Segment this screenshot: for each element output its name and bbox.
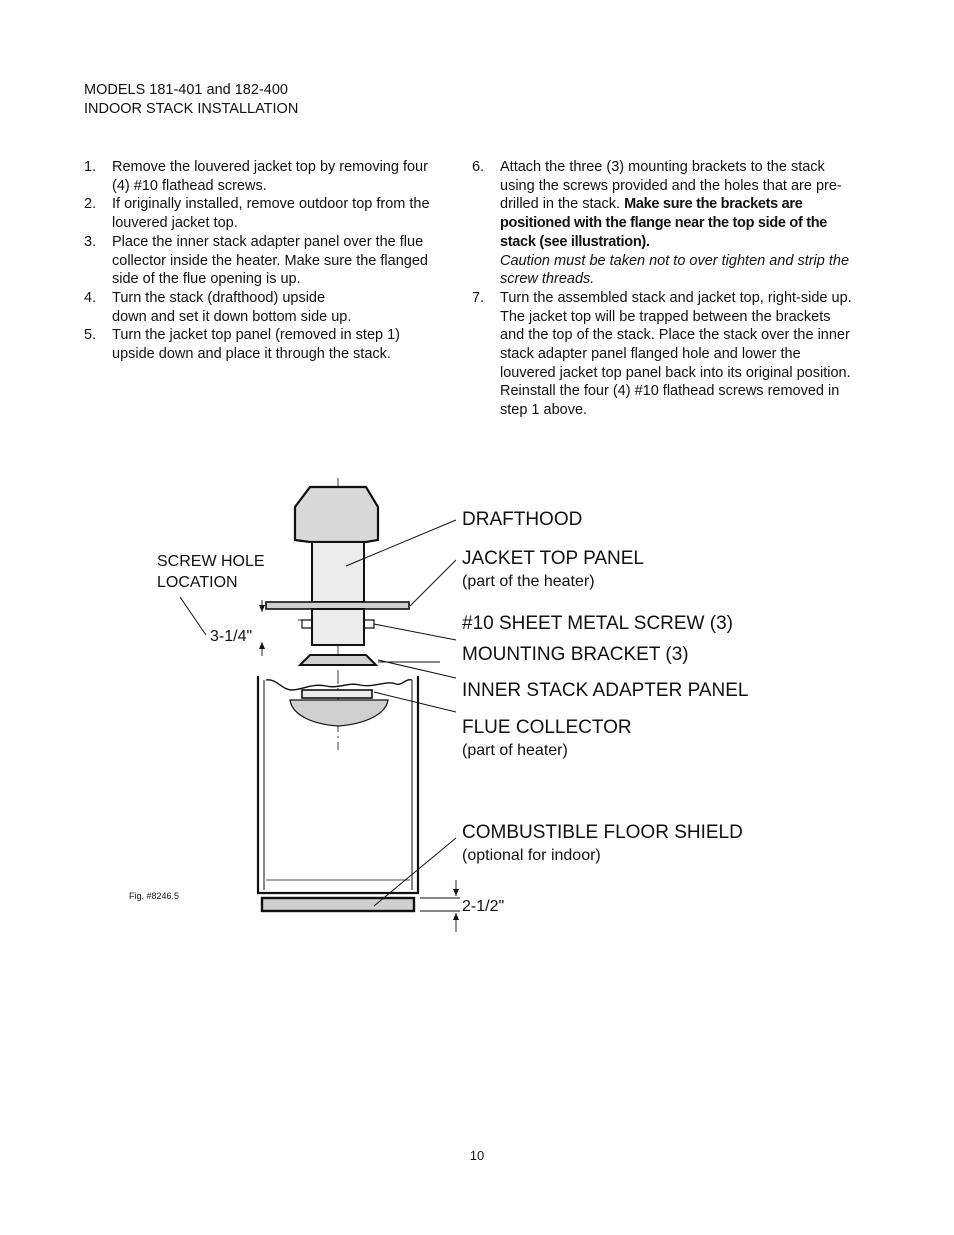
label-jacket-top-sub: (part of the heater)	[462, 573, 595, 590]
label-flue-sub: (part of heater)	[462, 742, 568, 759]
step-1: 1. Remove the louvered jacket top by removing four (4) #10 flathead screws.	[84, 159, 428, 194]
step-4: 4. Turn the stack (drafthood) upside down and set it down bottom side up.	[84, 289, 352, 325]
adapter-panel-shape	[300, 655, 376, 665]
label-screw: #10 SHEET METAL SCREW (3)	[462, 613, 733, 634]
label-shield-sub: (optional for indoor)	[462, 847, 601, 864]
models-title: MODELS 181-401 and 182-400	[84, 82, 288, 98]
section-title: INDOOR STACK INSTALLATION	[84, 101, 299, 117]
page-number: 10	[469, 1148, 485, 1163]
page-header	[84, 81, 298, 119]
label-screw-hole-2: LOCATION	[157, 574, 238, 591]
dim-3-1-4: 3-1/4"	[210, 628, 253, 645]
floor-shield-shape	[262, 898, 414, 911]
dim-2-1-2: 2-1/2"	[462, 898, 505, 915]
label-jacket-top: JACKET TOP PANEL	[462, 548, 644, 569]
instructions-right	[472, 158, 852, 420]
jacket-top-panel-shape	[266, 602, 409, 609]
label-shield: COMBUSTIBLE FLOOR SHIELD	[462, 822, 743, 843]
step-2: 2. If originally installed, remove outdoor top from the louvered jacket top.	[84, 196, 430, 232]
drafthood-shape	[295, 487, 378, 542]
step-6: 6. Attach the three (3) mounting brackets to the stack using the screws provided and the holes that are pre-drilled in the stack. Make sure the brackets are positioned with the flange near the top side of the stack (see illustration). Caution must be taken not to over tighten and strip the screw threads.	[472, 159, 850, 288]
stack-installation-diagram	[0, 470, 954, 940]
instructions-left	[84, 158, 444, 364]
cutaway-edge	[266, 680, 412, 690]
step-3: 3. Place the inner stack adapter panel over the flue collector inside the heater. Make sure the flanged side of the flue opening is up.	[84, 233, 428, 288]
stack-pipe	[312, 542, 364, 602]
lower-stack	[312, 609, 364, 645]
step-6-warning: Make sure the brackets are positioned with the flange near the top side of the stack (see illustration).	[500, 196, 828, 250]
step-7: 7. Turn the assembled stack and jacket top, right-side up. The jacket top will be trapped between the brackets and the top of the stack. Place the stack over the inner stack adapter panel flanged hole and lower the louvered jacket top panel back into its original position. Reinstall the four (4) #10 flathead screws removed in step 1 above.	[472, 289, 852, 419]
flue-collector-shape	[290, 700, 388, 726]
label-flue: FLUE COLLECTOR	[462, 717, 632, 738]
bracket-right	[364, 620, 374, 628]
figure-number: Fig. #8246.5	[129, 891, 180, 901]
label-screw-hole-1: SCREW HOLE	[157, 553, 265, 570]
label-drafthood: DRAFTHOOD	[462, 509, 583, 530]
bracket-left	[302, 620, 312, 628]
step-5: 5. Turn the jacket top panel (removed in step 1) upside down and place it through the stack.	[84, 327, 401, 363]
label-bracket: MOUNTING BRACKET (3)	[462, 644, 689, 665]
step-6-caution: Caution must be taken not to over tighten and strip the screw threads.	[500, 252, 850, 288]
label-adapter: INNER STACK ADAPTER PANEL	[462, 680, 749, 701]
